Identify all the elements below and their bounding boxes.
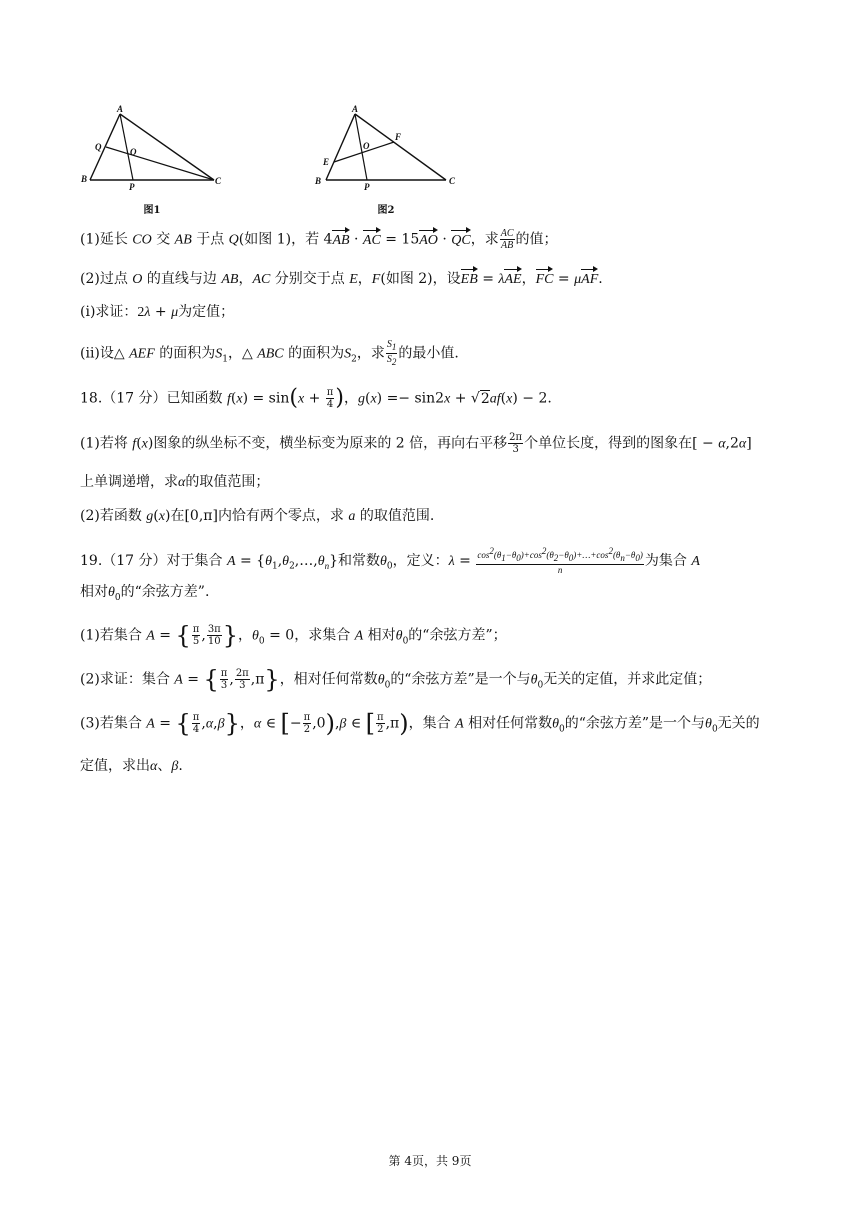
fig1-label-b: B (81, 174, 88, 184)
fig2-label-f: F (395, 132, 402, 142)
fig1-label-c: C (215, 176, 222, 186)
q17-part1: (1)延长 CO 交 AB 于点 Q(如图 1)，若 4AB · AC = 15AO · QC，求 $\frac{AC}{AB}$ 的值； (80, 228, 558, 251)
q18-part1: (1)若将 f(x)图象的纵坐标不变，横坐标变为原来的 2 倍，再向右平移 $\frac{2\pi}{3}$ 个单位长度，得到的图象在[ − α,2α] (80, 432, 752, 455)
q19-head-cont: 相对$\theta_0$的“余弦方差”. (80, 584, 210, 603)
figure-2 (310, 102, 460, 192)
page-footer: 第 4页，共 9页 (388, 1154, 472, 1168)
fig2-label-b: B (315, 176, 322, 186)
figure-2-caption: 图2 (377, 205, 395, 216)
q19-head: 19.（17 分）对于集合 $A = \{\theta_1,\theta_2,\dots,\theta_n\}$和常数$\theta_0$，定义：λ = $\frac{\cos^2(\theta_1-\theta_0)+\cos^2(\theta_2-\theta_0)+\dots+\cos^2(\theta_n-\theta_0)}{n}$ 为集合 A (80, 546, 700, 575)
fig2-label-a: A (352, 104, 359, 114)
figure-1-caption: 图1 (143, 205, 161, 216)
figure-2-diagram (310, 102, 460, 192)
q17-part2: (2)过点 O 的直线与边 AB，AC 分别交于点 E，F(如图 2)，设EB = λAE，FC = μAF. (80, 268, 603, 290)
q18-part2: (2)若函数 g(x)在[0,π]内恰有两个零点，求 a 的取值范围. (80, 508, 435, 524)
q19-part1: (1)若集合 A = { $\frac{\pi}{5}$ , $\frac{3\pi}{10}$ }，$\theta_0 = 0$，求集合 A 相对$\theta_0$的“余弦方差”； (80, 621, 507, 650)
fig1-label-o: O (130, 147, 137, 157)
fig1-label-p: P (129, 182, 135, 192)
fig2-label-o: O (363, 141, 370, 151)
figure-1 (76, 102, 226, 192)
fig1-label-a: A (117, 104, 124, 114)
q18-head: 18.（17 分）已知函数 f(x) = sin(x + $\frac{\pi}{4}$ )，g(x) =− sin2x + √2af(x) − 2. (80, 385, 552, 411)
q19-part3: (3)若集合 A = { $\frac{\pi}{4}$ ,α,β}，α ∈ [− $\frac{\pi}{2}$ ,0),β ∈ [ $\frac{\pi}{2}$ ,π)，集合 A 相对任何常数$\theta_0$的“余弦方差”是一个与$\theta_0$无关的 (80, 709, 760, 738)
q19-part2: (2)求证：集合 A = { $\frac{\pi}{3}$ , $\frac{2\pi}{3}$ ,π}，相对任何常数$\theta_0$的“余弦方差”是一个与$\theta_0$无关的定值，并求此定值； (80, 665, 712, 694)
q19-part3-cont: 定值，求出α、β. (80, 758, 183, 774)
q17-part2-ii: (ⅱ)设△ AEF 的面积为$S_1$，△ ABC 的面积为$S_2$，求 $\frac{S_1}{S_2}$ 的最小值. (80, 339, 459, 367)
fig2-label-e: E (323, 157, 330, 167)
q18-part1-cont: 上单调递增，求α的取值范围； (80, 474, 270, 490)
fig2-label-p: P (364, 182, 370, 192)
q17-part2-i: (ⅰ)求证：2λ + μ为定值； (80, 304, 235, 320)
figure-1-diagram (76, 102, 226, 192)
fig1-label-q: Q (95, 142, 102, 152)
fig2-label-c: C (449, 176, 456, 186)
